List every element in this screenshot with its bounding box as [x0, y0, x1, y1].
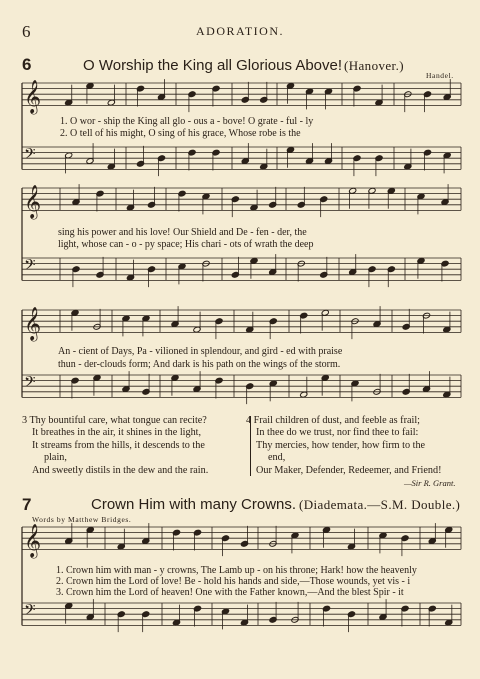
hymn-6-title: O Worship the King all Glorious Above! — [83, 57, 343, 74]
stanza-4-line: 4 Frail children of dust, and feeble as frail; — [246, 415, 420, 426]
hymn-7-tune: (Diademata.—S.M. Double.) — [299, 497, 461, 512]
h7-sys1-bass-clef: 𝄢 — [24, 601, 36, 623]
hymn-7-words-by: Words by Matthew Bridges. — [32, 515, 132, 524]
hymn-7-title: Crown Him with many Crowns. — [91, 496, 297, 513]
stanza-4-line: Thy mercies, how tender, how firm to the — [256, 439, 426, 451]
hymn-6-composer: Handel. — [426, 71, 454, 80]
hymn-7-number: 7 — [22, 495, 32, 514]
stanza-4-line: In thee do we trust, nor find thee to fail: — [256, 427, 419, 439]
h6-sys2-treble-clef: 𝄞 — [24, 183, 42, 218]
hymn-6-sys2-lyrics-verse2: light, whose can - o - py space; His chari - ots of wrath the deep — [58, 239, 314, 250]
stanza-3-line: 3 Thy bountiful care, what tongue can recite? — [22, 415, 207, 426]
stanza-4-line: end, — [268, 452, 286, 464]
hymn-7-lyrics-verse2: 2. Crown him the Lord of love! Be - hold his hands and side,—Those wounds, yet vis - i — [56, 576, 411, 587]
hymn-7-lyrics-verse1: 1. Crown him with man - y crowns, The Lamb up - on his throne; Hark! how the heavenly — [56, 565, 417, 576]
stanza-3-line: It streams from the hills, it descends to the — [32, 439, 205, 451]
hymn-6-sys1-lyrics-verse2: 2. O tell of his might, O sing of his grace, Whose robe is the — [60, 128, 301, 139]
h7-sys1-treble-clef: 𝄞 — [24, 522, 42, 557]
h6-sys1-bass-clef: 𝄢 — [24, 145, 36, 167]
hymn-6-author: —Sir R. Grant. — [404, 478, 456, 488]
h6-sys2-bass-clef: 𝄢 — [24, 256, 36, 278]
h6-sys3-bass-clef: 𝄢 — [24, 373, 36, 395]
hymn-7-lyrics-verse3: 3. Crown him the Lord of heaven! One with the Father known,—And the blest Spir - it — [56, 587, 404, 598]
hymn-6-number: 6 — [22, 55, 32, 74]
hymn-6-sys3-lyrics-verse1: An - cient of Days, Pa - vilioned in splendour, and gird - ed with praise — [58, 346, 343, 357]
stanza-3-line: plain, — [44, 452, 67, 464]
page-number: 6 — [22, 22, 31, 41]
hymn-6-sys2-lyrics-verse1: sing his power and his love! Our Shield and De - fen - der, the — [58, 227, 307, 238]
hymn-6-sys1-lyrics-verse1: 1. O wor - ship the King all glo - ous a - bove! O grate - ful - ly — [60, 116, 314, 127]
hymn-6-tune: (Hanover.) — [344, 58, 404, 73]
stanza-3-line: It breathes in the air, it shines in the light, — [32, 427, 202, 439]
hymn-6-sys3-lyrics-verse2: thun - der-clouds form; And dark is his path on the wings of the storm. — [58, 359, 341, 370]
h6-sys3-treble-clef: 𝄞 — [24, 305, 42, 340]
running-head: ADORATION. — [196, 24, 284, 38]
hymn-6-stanza-4 — [246, 415, 441, 477]
hymn-6-stanza-3 — [22, 415, 208, 477]
stanza-3-line: And sweetly distils in the dew and the rain. — [32, 464, 209, 476]
stanza-4-line: Our Maker, Defender, Redeemer, and Friend! — [256, 464, 442, 476]
h6-sys1-treble-clef: 𝄞 — [24, 78, 42, 113]
